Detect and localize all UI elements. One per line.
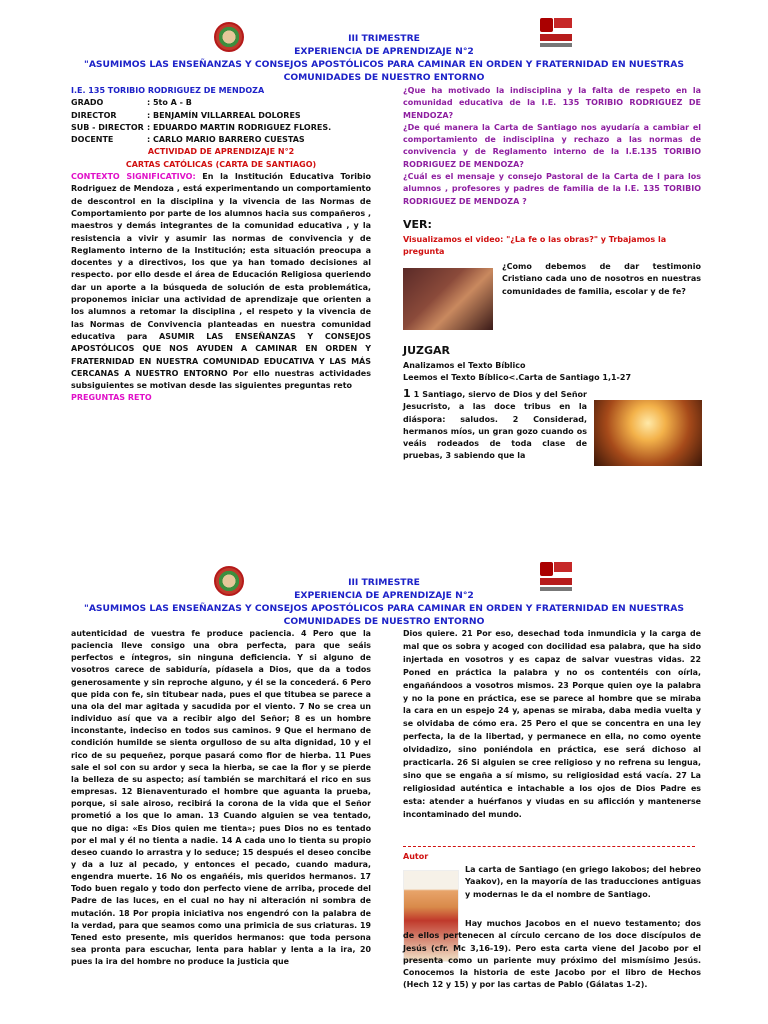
question-2: ¿De qué manera la Carta de Santiago nos ayudaría a cambiar el comportamiento de indisciplina y rechazo a las normas de convivencia y de Reglamento interno de la I.E.135 TORIBIO RODRIGUEZ DE MENDOZA? bbox=[403, 122, 701, 169]
header-title: "ASUMIMOS LAS ENSEÑANZAS Y CONSEJOS APOSTÓLICOS PARA CAMINAR EN ORDEN Y FRATERNIDAD EN NUESTRAS bbox=[84, 59, 684, 70]
school-name: I.E. 135 TORIBIO RODRIGUEZ DE MENDOZA bbox=[71, 86, 265, 95]
divider-line bbox=[403, 846, 695, 847]
bible-text-right: Dios quiere. 21 Por eso, desechad toda inmundicia y la carga de mal que os sobra y acoged con docilidad esa palabra, que ha sido injertada en vosotros y es capaz de salvar vuestras vidas. 22 Poned en práctica la palabra y no os contentéis con oírla, engañándoos a vosotros mismos. 23 Porque quien oye la palabra y no la pone en práctica, ese se parece al hombre que se miraba la cara en un espejo 24 y, apenas se miraba, daba media vuelta y se olvidaba de cómo era. 25 Pero el que se concentra en una ley perfecta, la de la libertad, y permanece en ella, no como oyente olvidadizo, sino poniéndola en práctica, ese será dichoso al practicarla. 26 Si alguien se cree religioso y no refrena su lengua, sino que se engaña a sí mismo, su religiosidad está vacía. 27 La religiosidad auténtica e intachable a los ojos de Dios Padre es esta: atender a huérfanos y viudas en su aflicción y mantenerse incontaminado del mundo. bbox=[403, 629, 701, 819]
activity-title: ACTIVIDAD DE APRENDIZAJE N°2 bbox=[147, 147, 295, 157]
info-docente: DOCENTE : CARLO MARIO BARRERO CUESTAS bbox=[71, 135, 305, 145]
preguntas-reto-label: PREGUNTAS RETO bbox=[71, 393, 152, 403]
question-1: ¿Que ha motivado la indisciplina y la falta de respeto en la comunidad educativa de la I.E. 135 TORIBIO RODRIGUEZ DE MENDOZA? bbox=[403, 86, 701, 120]
analizamos-block bbox=[403, 360, 701, 385]
page-header-second bbox=[0, 576, 768, 628]
bible-text-left: autenticidad de vuestra fe produce paciencia. 4 Pero que la paciencia lleve consigo una obra perfecta, para que seáis perfectos e íntegros, sin ninguna deficiencia. Y si alguno de vosotros carece de sabiduría, pídasela a Dios, que da a todos generosamente y sin reproche alguno, y él se la concederá. 6 Pero que pida con fe, sin titubear nada, pues el que titubea se parece a una ola del mar agitada y sacudida por el viento. 7 No se crea un individuo así que va a recibir algo del Señor; 8 es un hombre inconstante, indeciso en todos sus caminos. 9 Que el hermano de condición humilde se sienta orgulloso de su alta dignidad, 10 y el rico de su pequeñez, porque pasará como flor de hierba. 11 Pues sale el sol con su ardor y seca la hierba, se cae la flor y se pierde la belleza de su aspecto; así también se marchitará el rico en sus empresas. 12 Bienaventurado el hombre que aguanta la prueba, porque, si sale airoso, recibirá la corona de la vida que el Señor prometió a los que lo aman. 13 Cuando alguien se vea tentado, que no diga: «Es Dios quien me tienta»; pues Dios no es tentado por el mal y él no tienta a nadie. 14 A cada uno lo tienta su propio deseo cuando lo arrastra y lo seduce; 15 después el deseo concibe y da a luz al pecado, y entonces el pecado, cuando madura, engendra muerte. 16 No os engañéis, mis queridos hermanos. 17 Todo buen regalo y todo don perfecto viene de arriba, procede del Padre de las luces, en el cual no hay ni alteración ni sombra de mutación. 18 Por propia iniciativa nos engendró con la palabra de la verdad, para que seamos como una primicia de sus criaturas. 19 Tened esto presente, mis queridos hermanos: que toda persona sea pronta para escuchar, lenta para hablar y lenta a la ira, 20 pues la ira del hombre no produce la justicia que bbox=[71, 629, 371, 967]
info-director: DIRECTOR : BENJAMÍN VILLARREAL DOLORES bbox=[71, 110, 301, 120]
info-subdirector: SUB - DIRECTOR : EDUARDO MARTIN RODRIGUEZ FLORES. bbox=[71, 122, 332, 132]
juzgar-heading: JUZGAR bbox=[403, 344, 451, 357]
header-title-cont: COMUNIDADES DE NUESTRO ENTORNO bbox=[283, 72, 485, 83]
leemos-label: Leemos el Texto Bíblico<.Carta de Santiago 1,1-27 bbox=[403, 373, 632, 383]
header-experiencia: EXPERIENCIA DE APRENDIZAJE N°2 bbox=[294, 46, 474, 57]
video-question: ¿Como debemos de dar testimonio Cristiano cada uno de nosotros en nuestras comunidades de familia, escolar y de fe? bbox=[502, 262, 701, 296]
priest-image bbox=[403, 268, 493, 330]
ver-heading: VER: bbox=[403, 218, 432, 231]
info-block bbox=[71, 85, 371, 405]
question-3: ¿Cuál es el mensaje y consejo Pastoral de la Carta de l para los alumnos , profesores y padres de familia de la I.E. 135 TORIBIO RODRIGUEZ DE MENDOZA ? bbox=[403, 172, 701, 206]
cartas-title: CARTAS CATÓLICAS (CARTA DE SANTIAGO) bbox=[125, 159, 317, 169]
praying-hands-image bbox=[594, 400, 702, 466]
autor-label: Autor bbox=[403, 852, 429, 861]
autor-text: La carta de Santiago (en griego Iakobos; del hebreo Yaakov), en la mayoría de las traducciones antiguas y modernas le da el nombre de Santiago. bbox=[465, 865, 701, 899]
video-instruction: Visualizamos el video: "¿La fe o las obras?" y Trbajamos la pregunta bbox=[403, 235, 667, 257]
autor-text-2: Hay muchos Jacobos en el nuevo testamento; dos de ellos pertenecen al círculo cercano de los doce discípulos de Jesús (cfr. Mc 3,16-19). Pero esta carta viene del Jacobo por el presenta como un pariente muy próximo del mismísimo Jesús. Conocemos la historia de este Jacobo por el libro de Hechos (Hech 12 y 15) y por las cartas de Pablo (Gálatas 1-2). bbox=[403, 919, 701, 990]
analizamos-label: Analizamos el Texto Bíblico bbox=[403, 361, 526, 370]
header-title-2: "ASUMIMOS LAS ENSEÑANZAS Y CONSEJOS APOSTÓLICOS PARA CAMINAR EN ORDEN Y FRATERNIDAD EN NUESTRAS bbox=[84, 603, 684, 614]
page-header-top bbox=[0, 32, 768, 84]
header-trimestre-2: III TRIMESTRE bbox=[348, 577, 420, 588]
header-experiencia-2: EXPERIENCIA DE APRENDIZAJE N°2 bbox=[294, 590, 474, 601]
questions-block bbox=[403, 85, 701, 208]
header-trimestre: III TRIMESTRE bbox=[348, 33, 420, 44]
info-grado: GRADO : 5to A - B bbox=[71, 98, 192, 108]
header-title-cont-2: COMUNIDADES DE NUESTRO ENTORNO bbox=[283, 616, 485, 627]
context-paragraph: CONTEXTO SIGNIFICATIVO: En la Institución Educativa Toribio Rodriguez de Mendoza , está experimentando un comportamiento de descontrol en la disciplina y la vivencia de las Normas de Comportamiento por parte de los alumnos hacia sus compañeros , maestros y demás integrantes de la comunidad educativa , y la resistencia a vivir y asumir las normas de convivencia y de Reglamento interno de la Institución; esta situación preocupa a docentes y a directivos, los que ya han tomado decisiones al respecto. por ello desde el área de Educación Religiosa queriendo dar un aporte a la búsqueda de solución de esta problemática, proponemos iniciar una actividad de aprendizaje que orienten a los alumnos a retomar la disciplina , el respeto y la vivencia de las Normas de Convivencia planteadas en nuestra comunidad educativa para ASUMIR LAS ENSEÑANZAS Y CONSEJOS APOSTÓLICOS QUE NOS AYUDEN A CAMINAR EN ORDEN Y FRATERNIDAD EN NUESTRA COMUNIDAD EDUCATIVA Y LAS MÁS CERCANAS A NUESTRO ENTORNO Por ello nuestras actividades subsiguientes se motivan desde las siguientes preguntas reto bbox=[71, 172, 372, 391]
verse-block: 1 1 Santiago, siervo de Dios y del Señor Jesucristo, a las doce tribus en la diáspora: saludos. 2 Considerad, hermanos míos, un gran gozo cuando os veáis rodeados de toda clase de pruebas, 3 sabiendo que la bbox=[403, 387, 587, 461]
